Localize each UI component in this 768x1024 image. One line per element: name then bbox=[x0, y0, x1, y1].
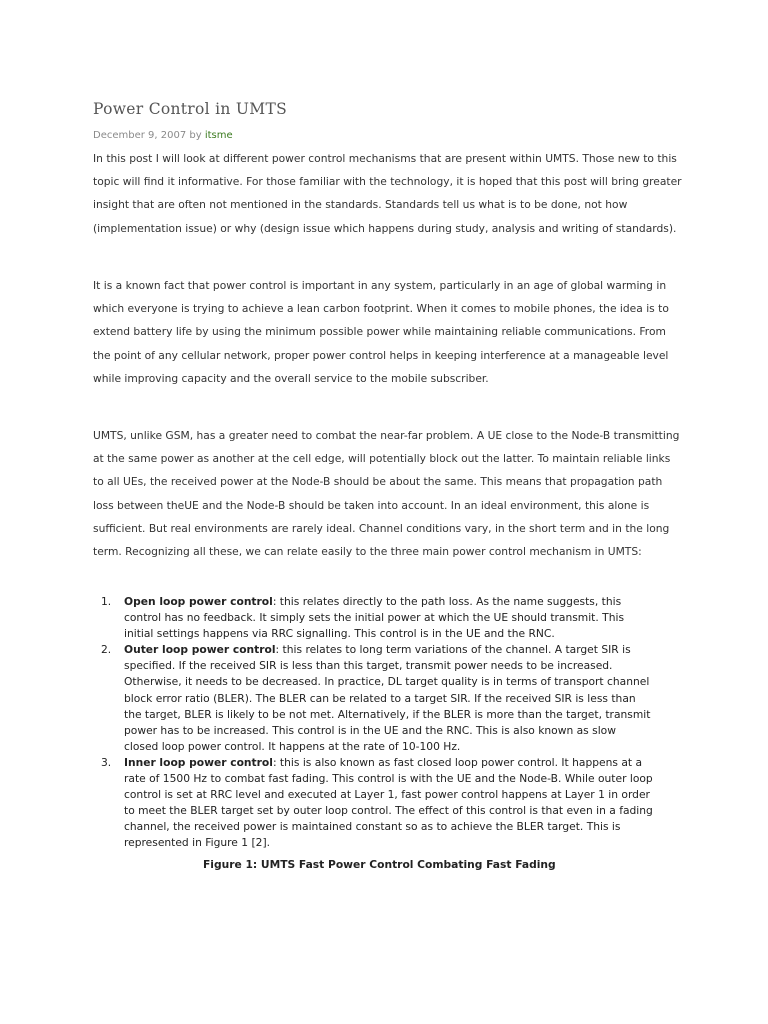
list-text: : this is also known as fast closed loop power control. It happens at a rate of 1500 Hz to combat fast fading. This control is with the UE and the Node-B. While outer loop control is set at RRC level and executed at Layer 1, fast power control happens at Layer 1 in order to meet the BLER target set by outer loop control. The effect of this control is that even in a fading channel, the received power is maintained constant so as to achieve the BLER target. This is represented in Figure 1 [2]. bbox=[124, 755, 653, 850]
list-term: Open loop power control bbox=[124, 595, 273, 608]
list-number: 3. bbox=[101, 755, 112, 769]
list-number: 1. bbox=[101, 595, 112, 608]
list-term: Outer loop power control bbox=[124, 643, 276, 657]
list-item bbox=[93, 755, 653, 852]
figure-caption: Figure 1: UMTS Fast Power Control Combating Fast Fading bbox=[203, 858, 556, 871]
post-title: Power Control in UMTS bbox=[93, 100, 287, 118]
author-link[interactable]: itsme bbox=[204, 130, 233, 141]
list-term: Inner loop power control bbox=[124, 755, 273, 769]
by-label: by bbox=[189, 130, 202, 141]
post-date: December 9, 2007 bbox=[93, 130, 187, 141]
list-number: 2. bbox=[101, 643, 112, 657]
list-item bbox=[93, 642, 653, 755]
paragraph-near-far: UMTS, unlike GSM, has a greater need to combat the near-far problem. A UE close to the Node-B transmitting at the same power as another at the cell edge, will potentially block out the latter. To maintain reliable links to all UEs, the received power at the Node-B should be about the same. This means that propagation path loss between theUE and the Node-B should be taken into account. In an ideal environment, this alone is sufficient. But real environments are rarely ideal. Channel conditions vary, in the short term and in the long term. Recognizing all these, we can relate easily to the three main power control mechanism in UMTS: bbox=[93, 429, 680, 559]
paragraph-intro: In this post I will look at different power control mechanisms that are present within UMTS. Those new to this topic will find it informative. For those familiar with the technology, it is hoped that this post will bring greater insight that are often not mentioned in the standards. Standards tell us what is to be done, not how (implementation issue) or why (design issue which happens during study, analysis and writing of standards). bbox=[93, 152, 682, 235]
power-control-list bbox=[93, 594, 653, 852]
list-text: : this relates to long term variations of the channel. A target SIR is specified. If the received SIR is less than this target, transmit power needs to be increased. Otherwise, it needs to be decreased. In practice, DL target quality is in terms of transport channel block error ratio (BLER). The BLER can be related to a target SIR. If the received SIR is less than the target, BLER is likely to be not met. Alternatively, if the BLER is more than the target, transmit power has to be increased. This control is in the UE and the RNC. This is also known as slow closed loop power control. It happens at the rate of 10-100 Hz. bbox=[124, 643, 651, 753]
paragraph-importance: It is a known fact that power control is important in any system, particularly in an age of global warming in which everyone is trying to achieve a lean carbon footprint. When it comes to mobile phones, the idea is to extend battery life by using the minimum possible power while maintaining reliable communications. From the point of any cellular network, proper power control helps in keeping interference at a manageable level while improving capacity and the overall service to the mobile subscriber. bbox=[93, 279, 669, 385]
list-item bbox=[93, 594, 653, 642]
post-meta bbox=[93, 130, 233, 141]
list-text: : this relates directly to the path loss. As the name suggests, this control has no feedback. It simply sets the initial power at which the UE should transmit. This initial settings happens via RRC signalling. This control is in the UE and the RNC. bbox=[124, 595, 625, 641]
